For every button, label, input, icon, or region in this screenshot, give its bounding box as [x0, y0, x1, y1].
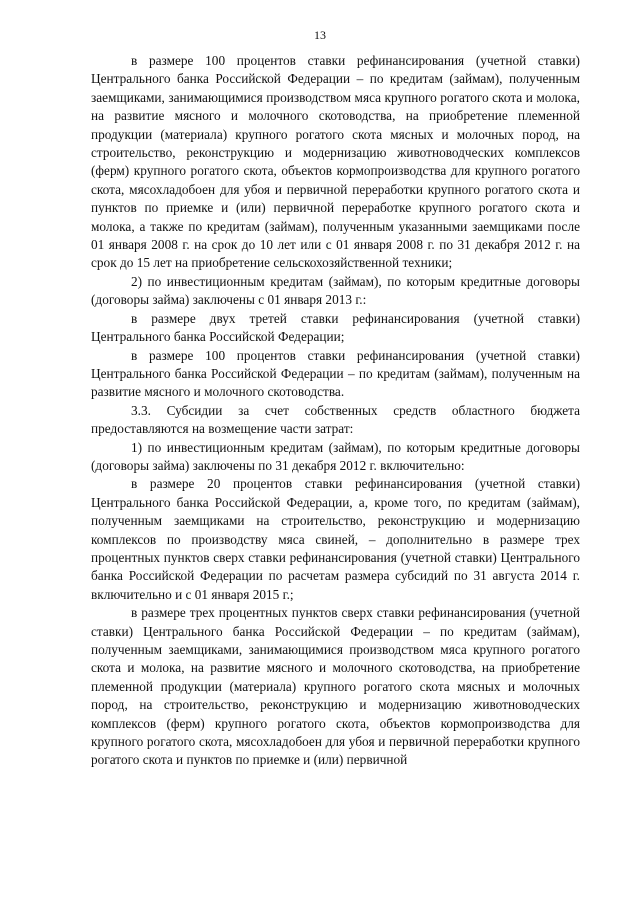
paragraph: 2) по инвестиционным кредитам (займам), по которым кредитные договоры (договоры займа) заключены с 01 января 2013 г.:: [91, 273, 580, 308]
paragraph: в размере 20 процентов ставки рефинансирования (учетной ставки) Центрального банка Российской Федерации, а, кроме того, по кредитам (займам), полученным заемщиками на строительство, реконструкцию и модернизацию комплексов по производству мяса свиней, – дополнительно в размере трех процентных пунктов сверх ставки рефинансирования (учетной ставки) Центрального банка Российской Федерации по расчетам размера субсидий по 31 августа 2014 г. включительно и с 01 января 2015 г.;: [91, 476, 580, 602]
paragraph: 3.3. Субсидии за счет собственных средств областного бюджета предоставляются на возмещение части затрат:: [91, 402, 580, 437]
document-body: [91, 52, 580, 770]
paragraph: 1) по инвестиционным кредитам (займам), по которым кредитные договоры (договоры займа) заключены по 31 декабря 2012 г. включительно:: [91, 439, 580, 473]
paragraph: в размере двух третей ставки рефинансирования (учетной ставки) Центрального банка Российской Федерации;: [91, 310, 580, 345]
page-number: 13: [314, 28, 326, 42]
paragraph: в размере 100 процентов ставки рефинансирования (учетной ставки) Центрального банка Российской Федерации – по кредитам (займам), полученным заемщиками, занимающимися производством мяса крупного рогатого скота и молока, на развитие мясного и молочного скотоводства, на приобретение племенной продукции (материала) крупного рогатого скота мясных и молочных пород, на строительство, реконструкцию и модернизацию животноводческих комплексов (ферм) крупного рогатого скота, объектов кормопроизводства для крупного рогатого скота, мясохладобоен для убоя и первичной переработки крупного рогатого скота и пунктов по приемке и (или) первичной переработке крупного рогатого скота и молока, а также по кредитам (займам), полученным указанными заемщиками после 01 января 2008 г. на срок до 10 лет или с 01 января 2008 г. по 31 декабря 2012 г. на срок до 15 лет на приобретение сельскохозяйственной техники;: [91, 53, 580, 271]
paragraph: в размере 100 процентов ставки рефинансирования (учетной ставки) Центрального банка Российской Федерации – по кредитам (займам), полученным на развитие мясного и молочного скотоводства.: [91, 347, 580, 400]
paragraph: в размере трех процентных пунктов сверх ставки рефинансирования (учетной ставки) Центрального банка Российской Федерации – по кредитам (займам), полученным заемщиками, занимающимися производством мяса крупного рогатого скота и молока, на развитие мясного и молочного скотоводства, на приобретение племенной продукции (материала) крупного рогатого скота мясных и молочных пород, на строительство, реконструкцию и модернизацию животноводческих комплексов (ферм) крупного рогатого скота, объектов кормопроизводства для крупного рогатого скота, мясохладобоен для убоя и первичной переработки крупного рогатого скота и пунктов по приемке и (или) первичной: [91, 605, 580, 768]
